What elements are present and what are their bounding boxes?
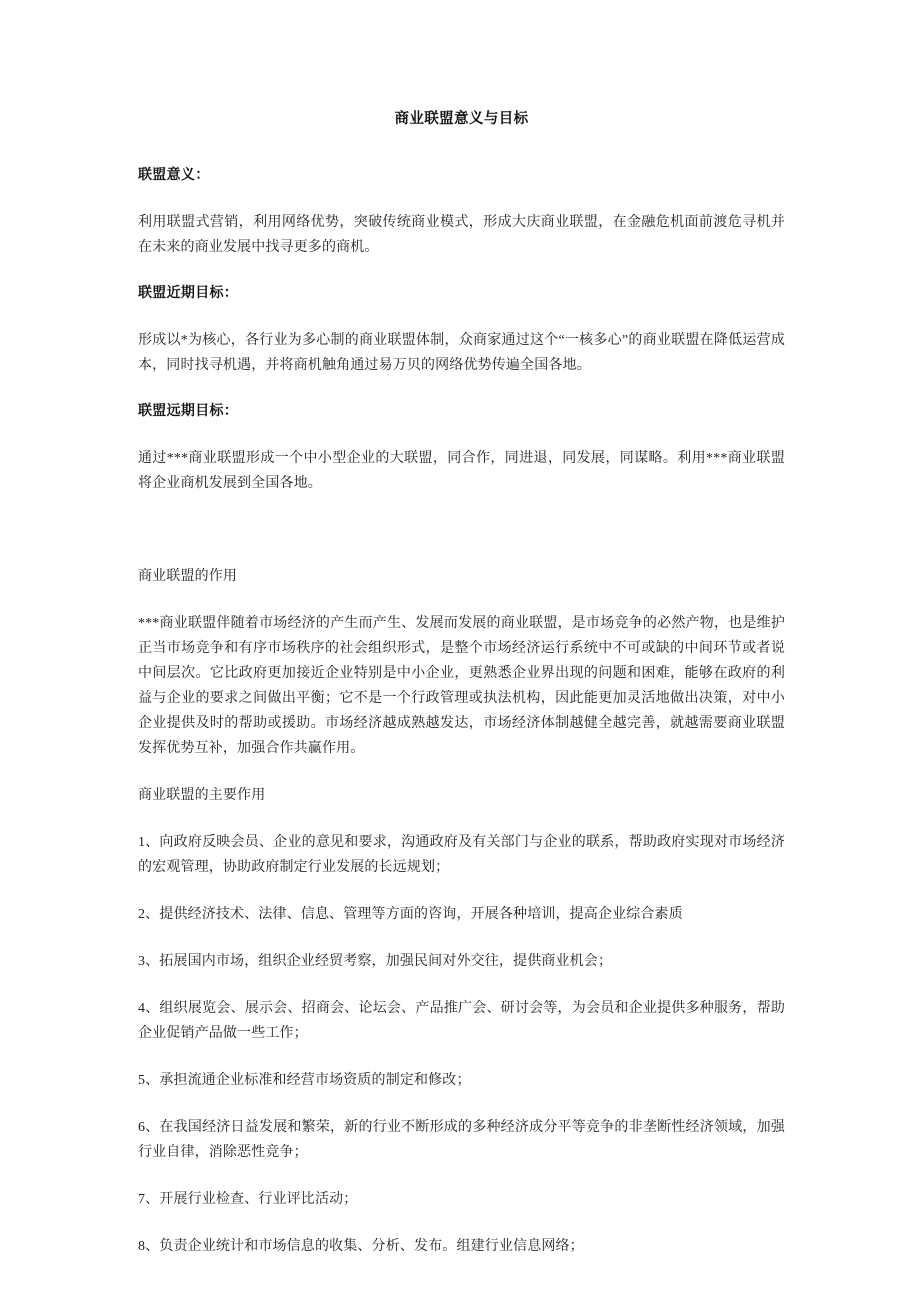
heading-alliance-role: 商业联盟的作用 <box>138 569 238 584</box>
paragraph-spacer <box>138 518 785 564</box>
list-item: 8、负责企业统计和市场信息的收集、分析、发布。组建行业信息网络； <box>138 1239 584 1254</box>
list-item: 6、在我国经济日益发展和繁荣，新的行业不断形成的多种经济成分平等竞争的非垄断性经济领域，加强行业自律，消除恶性竞争； <box>138 1120 785 1160</box>
list-item: 7、开展行业检查、行业评比活动； <box>138 1192 358 1207</box>
section-label-long-term-goal: 联盟远期目标： <box>138 404 239 419</box>
list-item: 5、承担流通企业标准和经营市场资质的制定和修改； <box>138 1073 471 1088</box>
section-body-long-term-goal: 通过***商业联盟形成一个中小型企业的大联盟，同合作，同进退，同发展，同谋略。利用***商业联盟将企业商机发展到全国各地。 <box>138 451 785 491</box>
list-item: 2、提供经济技术、法律、信息、管理等方面的咨询，开展各种培训，提高企业综合素质 <box>138 907 683 922</box>
section-body-alliance-meaning: 利用联盟式营销，利用网络优势，突破传统商业模式，形成大庆商业联盟，在金融危机面前渡危寻机并在未来的商业发展中找寻更多的商机。 <box>138 215 785 255</box>
section-body-short-term-goal: 形成以*为核心，各行业为多心制的商业联盟体制，众商家通过这个“一核多心”的商业联盟在降低运营成本，同时找寻机遇，并将商机触角通过易万贝的网络优势传遍全国各地。 <box>138 333 785 373</box>
list-item: 1、向政府反映会员、企业的意见和要求，沟通政府及有关部门与企业的联系，帮助政府实现对市场经济的宏观管理，协助政府制定行业发展的长远规划； <box>138 835 785 875</box>
section-label-alliance-meaning: 联盟意义： <box>138 168 210 183</box>
page-title: 商业联盟意义与目标 <box>394 111 529 127</box>
body-alliance-role: ***商业联盟伴随着市场经济的产生而产生、发展而发展的商业联盟，是市场竞争的必然产物，也是维护正当市场竞争和有序市场秩序的社会组织形式，是整个市场经济运行系统中不可或缺的中间环节或者说中间层次。它比政府更加接近企业特别是中小企业，更熟悉企业界出现的问题和困难，能够在政府的利益与企业的要求之间做出平衡；它不是一个行政管理或执法机构，因此能更加灵活地做出决策，对中小企业提供及时的帮助或援助。市场经济越成熟越发达，市场经济体制越健全越完善，就越需要商业联盟发挥优势互补，加强合作共赢作用。 <box>138 616 785 756</box>
list-item: 4、组织展览会、展示会、招商会、论坛会、产品推广会、研讨会等，为会员和企业提供多种服务，帮助企业促销产品做一些工作； <box>138 1001 785 1041</box>
heading-main-roles: 商业联盟的主要作用 <box>138 788 266 803</box>
section-label-short-term-goal: 联盟近期目标： <box>138 286 239 301</box>
list-item: 3、拓展国内市场，组织企业经贸考察，加强民间对外交往，提供商业机会； <box>138 954 613 969</box>
